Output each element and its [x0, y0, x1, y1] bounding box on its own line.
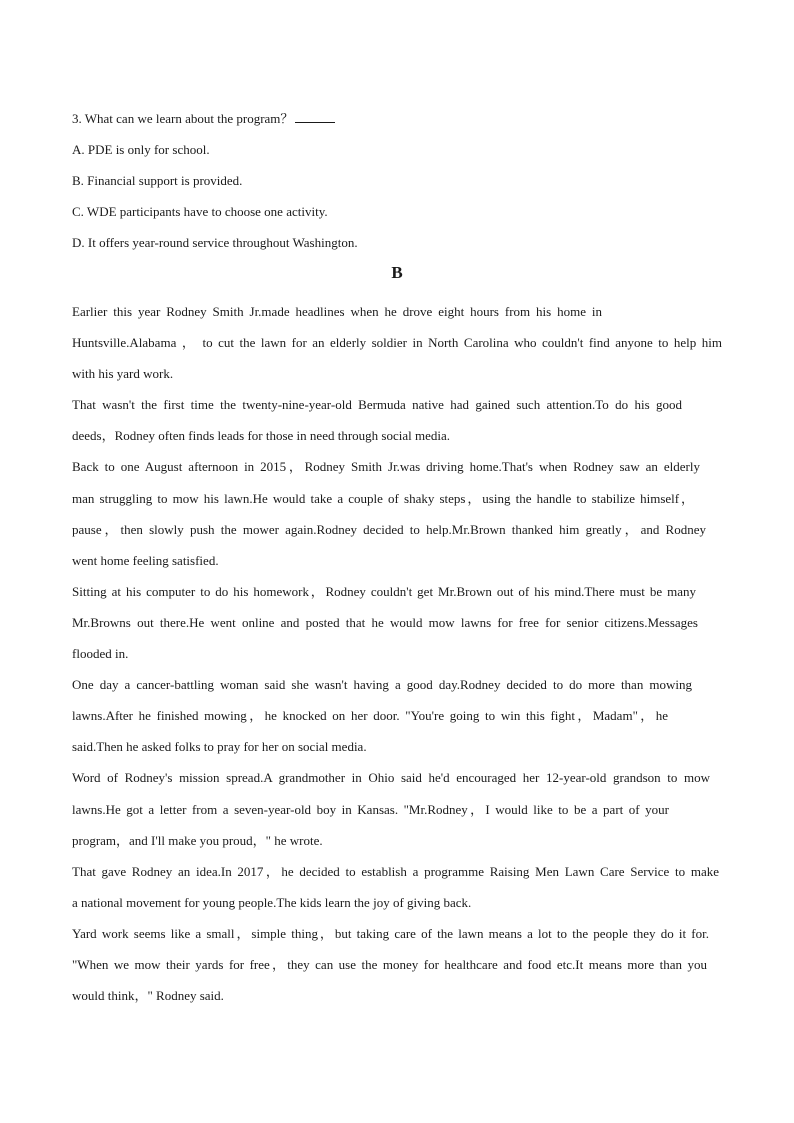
- passage-line: lawns.He got a letter from a seven-year-old boy in Kansas. "Mr.Rodney，I would like to be a part of your: [72, 801, 669, 817]
- passage-line: flooded in.: [72, 646, 129, 662]
- passage-line: One day a cancer-battling woman said she wasn't having a good day.Rodney decided to do more than mowing: [72, 677, 692, 693]
- passage-line: Earlier this year Rodney Smith Jr.made headlines when he drove eight hours from his home in: [72, 304, 602, 319]
- passage-line: That gave Rodney an idea.In 2017，he decided to establish a programme Raising Men Lawn Care Service to make: [72, 863, 719, 879]
- passage-line: Huntsville.Alabama ， to cut the lawn for an elderly soldier in North Carolina who couldn't find anyone to help him: [72, 335, 722, 351]
- option-b: B. Financial support is provided.: [72, 173, 243, 188]
- passage-line: program，and I'll make you proud，" he wrote.: [72, 832, 323, 848]
- passage-line: went home feeling satisfied.: [72, 552, 219, 568]
- option-a: A. PDE is only for school.: [72, 142, 210, 157]
- question-3: [72, 103, 722, 258]
- option-d: D. It offers year-round service throughout Washington.: [72, 235, 358, 250]
- passage-line: Mr.Browns out there.He went online and posted that he would mow lawns for free for senior citizens.Messages: [72, 614, 698, 630]
- passage-line: "When we mow their yards for free，they can use the money for healthcare and food etc.It means more than you: [72, 956, 707, 972]
- passage-line: pause，then slowly push the mower again.Rodney decided to help.Mr.Brown thanked him greatly，and Rodney: [72, 521, 706, 537]
- passage-line: Yard work seems like a small，simple thing，but taking care of the lawn means a lot to the people they do it for.: [72, 925, 709, 941]
- passage-body: [72, 296, 722, 1011]
- passage-line: said.Then he asked folks to pray for her on social media.: [72, 739, 367, 755]
- passage-line: Back to one August afternoon in 2015，Rodney Smith Jr.was driving home.That's when Rodney saw an elderly: [72, 459, 700, 475]
- passage-line: with his yard work.: [72, 366, 174, 382]
- passage-line: deeds，Rodney often finds leads for those in need through social media.: [72, 428, 450, 444]
- section-title: B: [391, 263, 403, 282]
- passage-line: Word of Rodney's mission spread.A grandmother in Ohio said he'd encouraged her 12-year-old grandson to mow: [72, 770, 710, 786]
- passage-line: a national movement for young people.The kids learn the joy of giving back.: [72, 894, 472, 910]
- passage-line: lawns.After he finished mowing，he knocked on her door. "You're going to win this fight，Madam"，he: [72, 708, 668, 724]
- option-c: C. WDE participants have to choose one activity.: [72, 204, 328, 219]
- passage-line: would think，" Rodney said.: [72, 988, 224, 1004]
- passage-line: Sitting at his computer to do his homework，Rodney couldn't get Mr.Brown out of his mind.There must be many: [72, 583, 696, 599]
- passage-line: man struggling to mow his lawn.He would take a couple of shaky steps，using the handle to stabilize himself，: [72, 490, 694, 506]
- passage-line: That wasn't the first time the twenty-nine-year-old Bermuda native had gained such attention.To do his good: [72, 397, 682, 413]
- question-prompt: 3. What can we learn about the program？: [72, 111, 294, 126]
- answer-blank: [295, 111, 335, 123]
- question-prompt-line: [72, 103, 722, 134]
